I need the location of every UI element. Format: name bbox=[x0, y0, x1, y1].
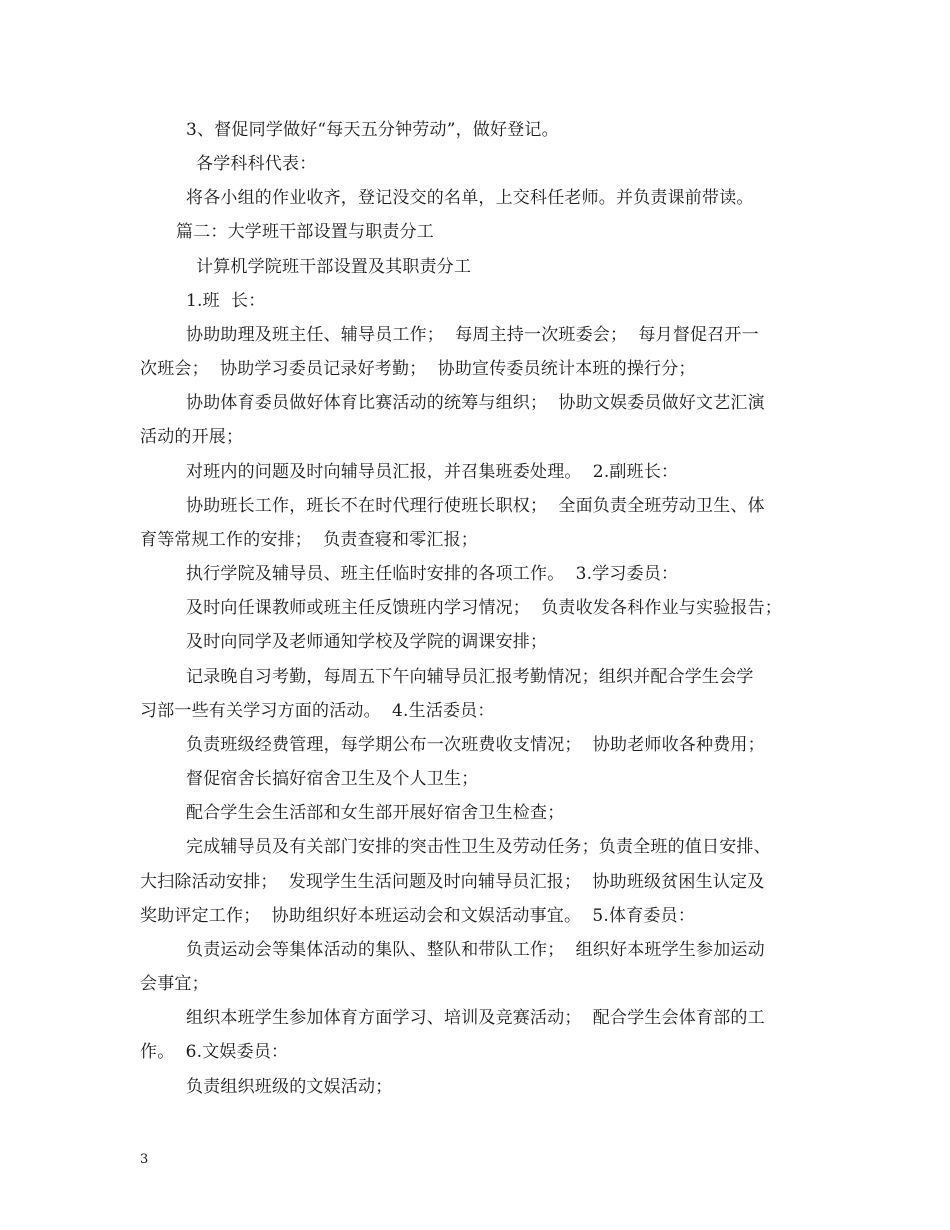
text-line: 协助体育委员做好体育比赛活动的统筹与组织； 协助文娱委员做好文艺汇演 bbox=[186, 393, 765, 413]
text-line: 奖助评定工作； 协助组织好本班运动会和文娱活动事宜。 5.体育委员： bbox=[140, 906, 696, 926]
text-line: 督促宿舍长搞好宿舍卫生及个人卫生； bbox=[186, 769, 479, 789]
text-line: 次班会； 协助学习委员记录好考勤； 协助宣传委员统计本班的操行分； bbox=[140, 359, 696, 379]
text-line: 协助班长工作，班长不在时代理行使班长职权； 全面负责全班劳动卫生、体 bbox=[186, 496, 765, 516]
section-heading: 1.班 长： bbox=[186, 291, 266, 311]
text-line: 配合学生会生活部和女生部开展好宿舍卫生检查； bbox=[186, 803, 565, 823]
text-line: 作。 6.文娱委员： bbox=[140, 1042, 289, 1062]
section-heading: 各学科科代表： bbox=[196, 154, 317, 174]
chapter-heading: 篇二：大学班干部设置与职责分工 bbox=[176, 222, 434, 242]
text-line: 及时向任课教师或班主任反馈班内学习情况； 负责收发各科作业与实验报告； bbox=[186, 598, 783, 618]
text-line: 对班内的问题及时向辅导员汇报，并召集班委处理。 2.副班长： bbox=[186, 462, 679, 482]
text-line: 负责班级经费管理，每学期公布一次班费收支情况； 协助老师收各种费用； bbox=[186, 735, 765, 755]
text-line: 活动的开展； bbox=[140, 427, 244, 447]
text-line: 执行学院及辅导员、班主任临时安排的各项工作。 3.学习委员： bbox=[186, 564, 679, 584]
text-line: 育等常规工作的安排； 负责查寝和零汇报； bbox=[140, 530, 479, 550]
text-line: 完成辅导员及有关部门安排的突击性卫生及劳动任务；负责全班的值日安排、 bbox=[186, 837, 771, 857]
text-line: 及时向同学及老师通知学校及学院的调课安排； bbox=[186, 632, 548, 652]
text-line: 组织本班学生参加体育方面学习、培训及竞赛活动； 配合学生会体育部的工 bbox=[186, 1008, 765, 1028]
text-line: 习部一些有关学习方面的活动。 4.生活委员： bbox=[140, 701, 495, 721]
text-line: 记录晚自习考勤，每周五下午向辅导员汇报考勤情况；组织并配合学生会学 bbox=[186, 667, 754, 687]
text-line: 负责运动会等集体活动的集队、整队和带队工作； 组织好本班学生参加运动 bbox=[186, 940, 765, 960]
document-subtitle: 计算机学院班干部设置及其职责分工 bbox=[196, 257, 472, 277]
page-number: 3 bbox=[140, 1152, 149, 1167]
text-line: 3、督促同学做好“每天五分钟劳动”，做好登记。 bbox=[186, 120, 559, 140]
text-line: 会事宜； bbox=[140, 974, 209, 994]
text-line: 负责组织班级的文娱活动； bbox=[186, 1077, 393, 1097]
text-line: 将各小组的作业收齐，登记没交的名单，上交科任老师。并负责课前带读。 bbox=[186, 188, 754, 208]
text-line: 大扫除活动安排； 发现学生生活问题及时向辅导员汇报； 协助班级贫困生认定及 bbox=[140, 872, 765, 892]
text-line: 协助助理及班主任、辅导员工作； 每周主持一次班委会； 每月督促召开一 bbox=[186, 325, 759, 345]
